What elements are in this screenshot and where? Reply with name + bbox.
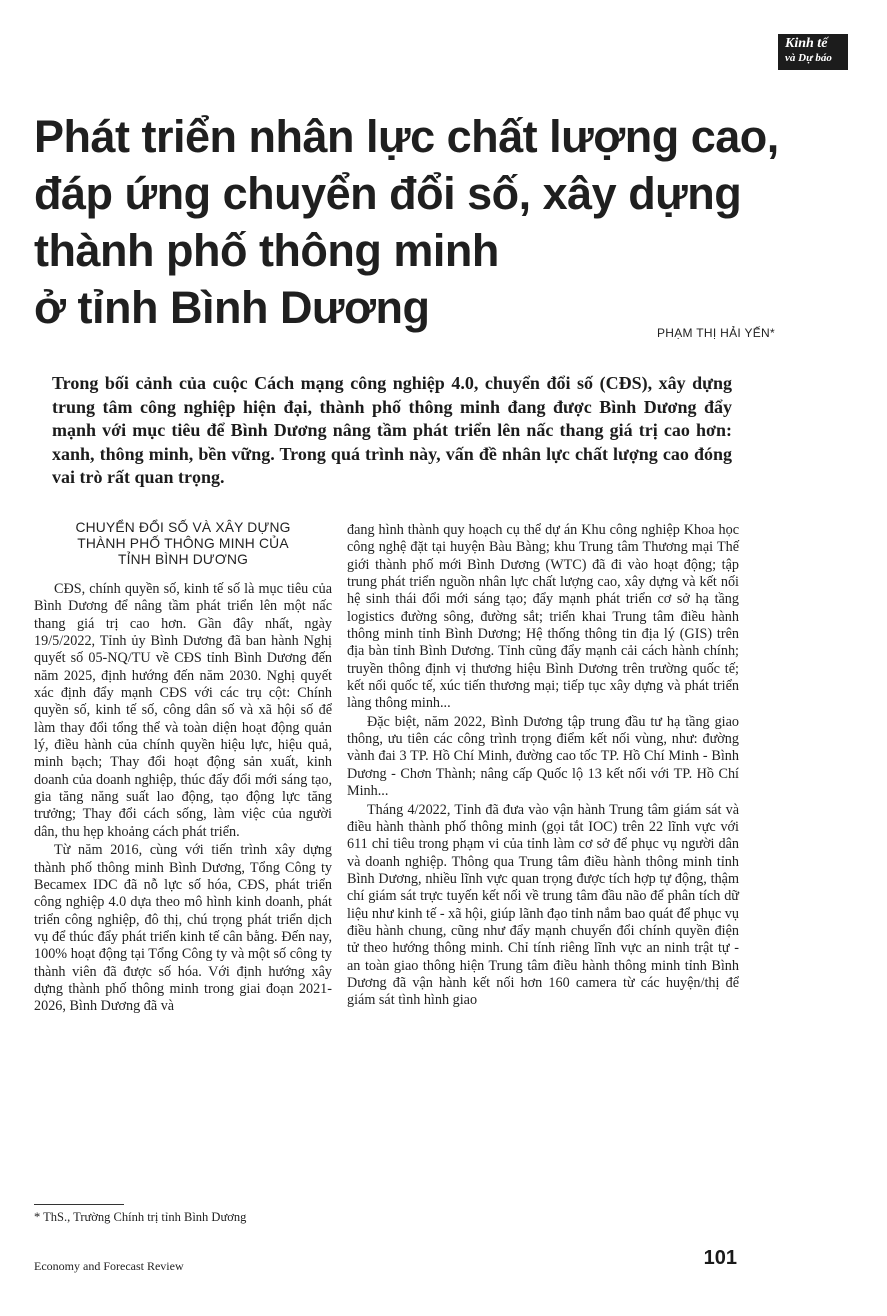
body-paragraph: Tháng 4/2022, Tỉnh đã đưa vào vận hành Trung tâm giám sát và điều hành thành phố thông minh (gọi tắt IOC) trên 22 lĩnh vực với 611 chỉ tiêu trong phạm vi của tỉnh làm cơ sở để phục vụ người dân và doanh nghiệp. Thông qua Trung tâm điều hành thông minh tỉnh Bình Dương, nhiều lĩnh vực quan trọng được tích hợp tự động, thậm chí giám sát trực tuyến kết nối về trung tâm đầu não để phân tích dữ liệu như kinh tế - xã hội, giúp lãnh đạo tỉnh nắm bao quát để phục vụ điều hành chung, cũng như đẩy mạnh chuyển đổi chính quyền điện tử theo hướng thông minh. Chỉ tính riêng lĩnh vực an ninh trật tự - an toàn giao thông hiện Trung tâm điều hành thông minh tỉnh Bình Dương đã vận hành kết nối hơn 160 camera từ các huyện/thị để giám sát tình hình giao [347, 801, 739, 1009]
author-name: PHẠM THỊ HẢI YẾN* [656, 326, 775, 340]
article-lead: Trong bối cảnh của cuộc Cách mạng công nghiệp 4.0, chuyển đổi số (CĐS), xây dựng trung tâm công nghiệp hiện đại, thành phố thông minh đang được Bình Dương đẩy mạnh với mục tiêu để Bình Dương nâng tầm phát triển lên nấc thang giá trị cao hơn: xanh, thông minh, bền vững. Trong quá trình này, vấn đề nhân lực chất lượng cao đóng vai trò rất quan trọng. [52, 373, 732, 487]
body-paragraph: đang hình thành quy hoạch cụ thể dự án Khu công nghiệp Khoa học công nghệ đặt tại huyện Bàu Bàng; khu Trung tâm Thương mại Thế giới thành phố mới Bình Dương (WTC) đã đi vào hoạt động; tập trung phát triển nguồn nhân lực chất lượng cao, xây dựng và kết nối hệ sinh thái đổi mới sáng tạo; đẩy mạnh phát triển cơ sở hạ tầng logistics đường sông, đường sắt; triển khai Trung tâm điều hành thông minh tỉnh Bình Dương; Hệ thống thông tin địa lý (GIS) trên địa bàn tỉnh Bình Dương. Tỉnh cũng đẩy mạnh cải cách hành chính; truyền thông định vị thương hiệu Bình Dương trên trường quốc tế; kết nối quốc tế, xúc tiến thương mại; tiếp tục xây dựng và phát triển làng thông minh... [347, 522, 739, 712]
left-column [34, 520, 332, 1017]
journal-logo-badge [778, 34, 848, 70]
title-line: ở tỉnh Bình Dương [34, 282, 430, 333]
title-line: thành phố thông minh [34, 225, 499, 276]
page-number: 101 [703, 1247, 737, 1269]
journal-name: Economy and Forecast Review [34, 1259, 184, 1273]
badge-line-1: Kinh tế [785, 36, 828, 51]
section-heading-line: THÀNH PHỐ THÔNG MINH CỦA [77, 536, 289, 551]
section-heading-line: TỈNH BÌNH DƯƠNG [117, 552, 249, 567]
title-line: Phát triển nhân lực chất lượng cao, [34, 111, 779, 162]
body-paragraph: CĐS, chính quyền số, kinh tế số là mục tiêu của Bình Dương để nâng tầm phát triển lên một nấc thang giá trị cao hơn. Gần đây nhất, ngày 19/5/2022, Tỉnh ủy Bình Dương đã ban hành Nghị quyết số 05-NQ/TU về CĐS tỉnh Bình Dương đến năm 2025, định hướng đến năm 2030. Nghị quyết xác định đẩy mạnh CĐS với các trụ cột: Chính quyền số, kinh tế số, công dân số và xã hội số để làm thay đổi tổng thể và toàn diện hoạt động quản lý, điều hành của chính quyền hiệu lực, hiệu quả, minh bạch; Thay đổi hoạt động sản xuất, kinh doanh của doanh nghiệp, thúc đẩy đổi mới sáng tạo, gia tăng năng suất lao động, tạo động lực tăng trưởng; Thay đổi cách sống, làm việc của người dân, thu hẹp khoảng cách phát triển. [34, 581, 332, 840]
body-paragraph: Đặc biệt, năm 2022, Bình Dương tập trung đầu tư hạ tầng giao thông, ưu tiên các công trình trọng điểm kết nối vùng, như: đường vành đai 3 TP. Hồ Chí Minh, đường cao tốc TP. Hồ Chí Minh - Bình Dương - Chơn Thành; nâng cấp Quốc lộ 13 kết nối với TP. Hồ Chí Minh... [347, 713, 739, 800]
section-heading-line: CHUYỂN ĐỔI SỐ VÀ XÂY DỰNG [75, 520, 291, 535]
footnote-divider [34, 1204, 124, 1205]
footnote: * ThS., Trường Chính trị tỉnh Bình Dương [34, 1210, 247, 1224]
badge-line-2: và Dự báo [785, 52, 832, 64]
article-title [34, 108, 779, 336]
title-line: đáp ứng chuyển đổi số, xây dựng [34, 168, 742, 219]
section-heading [34, 520, 332, 568]
body-paragraph: Từ năm 2016, cùng với tiến trình xây dựng thành phố thông minh Bình Dương, Tổng Công ty Becamex IDC đã nỗ lực số hóa, CĐS, phát triển công nghiệp 4.0 dựa theo mô hình kinh doanh, phát triển công nghiệp, đô thị, chú trọng phát triển dịch vụ để thúc đẩy phát triển kinh tế cân bằng. Đến nay, 100% hoạt động tại Tổng Công ty và một số công ty thành viên đã được số hóa. Với định hướng xây dựng thành phố thông minh trong giai đoạn 2021-2026, Bình Dương đã và [34, 842, 332, 1015]
right-column [347, 522, 739, 1011]
